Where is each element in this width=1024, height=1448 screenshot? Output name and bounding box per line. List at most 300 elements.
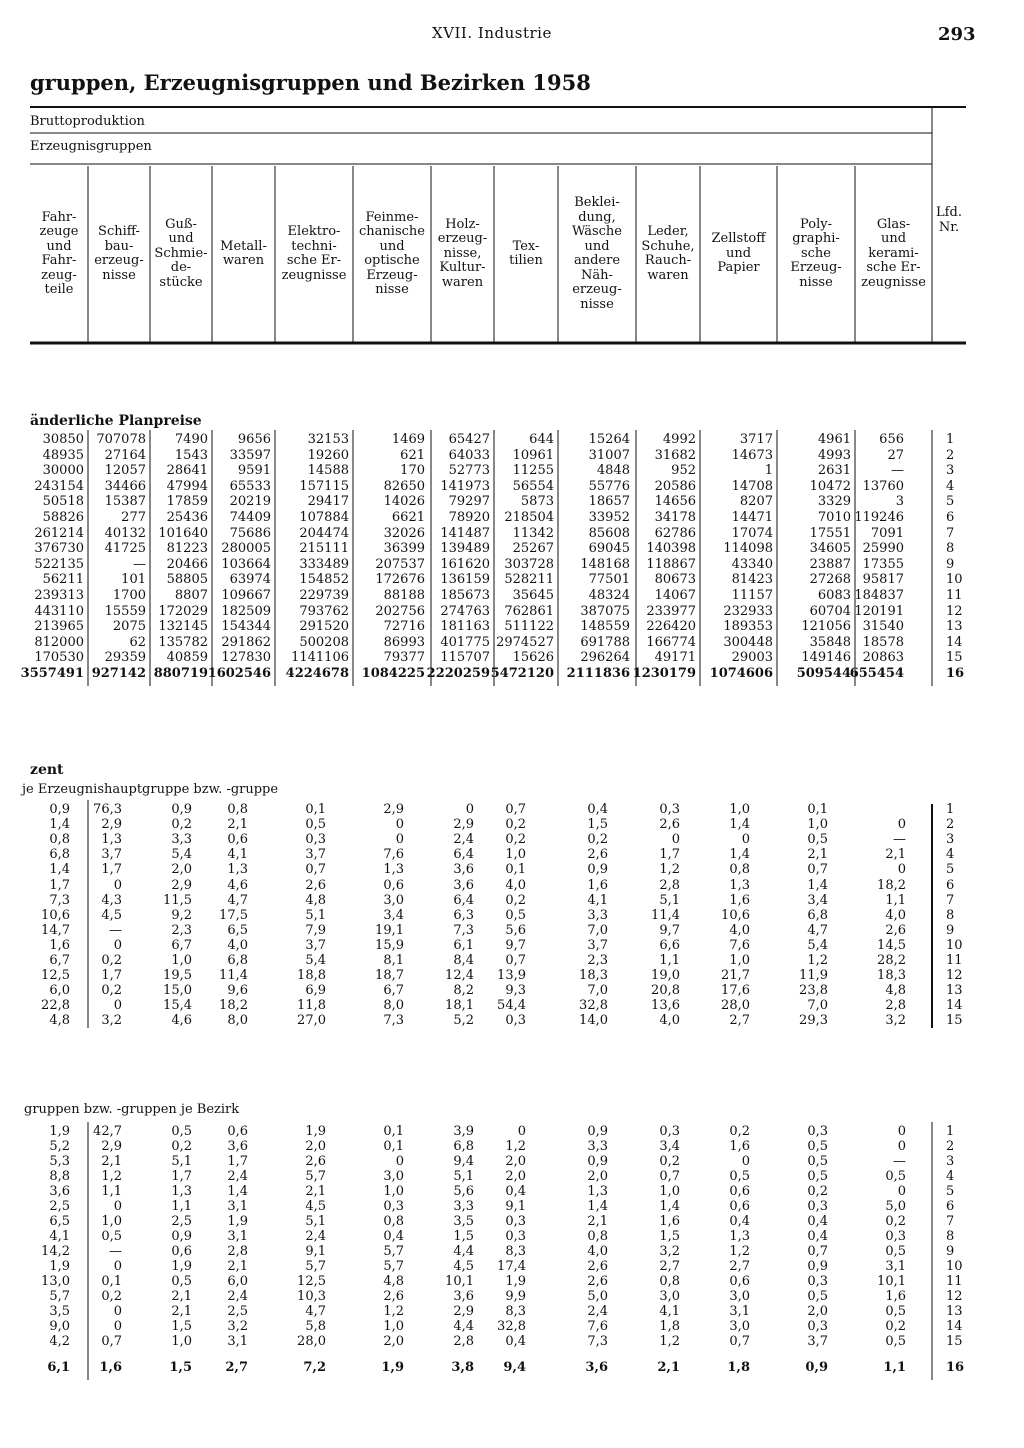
table-cell: 32153	[307, 432, 349, 447]
table-cell: 0	[897, 1139, 906, 1154]
table-cell: 0,8	[383, 1214, 404, 1229]
table-cell: 3,9	[453, 1124, 474, 1139]
table-cell: 3,2	[101, 1013, 122, 1029]
table-cell: 2	[946, 447, 955, 463]
table-cell: 2,5	[49, 1199, 70, 1214]
table-cell: 0,6	[729, 1199, 750, 1214]
table-cell: 4,8	[49, 1013, 70, 1029]
table-cell: 9656	[237, 432, 271, 447]
table-cell: 7010	[817, 510, 851, 525]
table-cell: 0,7	[807, 1244, 828, 1259]
table-cell: 18,2	[877, 877, 906, 893]
table-cell: 5	[946, 862, 955, 878]
table-cell: 103664	[221, 556, 271, 572]
table-cell: 1,2	[101, 1169, 122, 1184]
table-cell: 6,8	[227, 953, 248, 968]
table-cell: 10,6	[721, 907, 750, 923]
page-title: gruppen, Erzeugnisgruppen und Bezirken 1958	[30, 70, 591, 95]
table-cell: 7	[946, 525, 955, 541]
table-cell: 6,5	[49, 1214, 70, 1229]
table-cell: 0,2	[885, 1319, 906, 1334]
table-cell: 18,3	[877, 968, 906, 984]
table-cell: 15264	[588, 432, 630, 447]
table-cell: 6,1	[453, 937, 474, 953]
table-cell: 14708	[731, 478, 773, 494]
table-cell: 34466	[104, 478, 146, 494]
table-cell: 9	[946, 556, 955, 572]
table-cell: 6,0	[227, 1274, 248, 1289]
table-cell: 1,6	[729, 1139, 750, 1154]
table-cell: 3,4	[659, 1139, 680, 1154]
table-cell: 34178	[654, 510, 696, 525]
table-cell: 0,2	[171, 817, 192, 833]
table-cell: 1,3	[587, 1184, 608, 1199]
table-cell: 2,6	[885, 922, 906, 938]
table-cell: 7,3	[383, 1013, 404, 1029]
table-cell: 20466	[166, 556, 208, 572]
table-cell: 2,9	[171, 877, 192, 893]
table-cell: 56554	[512, 478, 554, 494]
table-cell: 691788	[580, 634, 630, 650]
table-cell: 27,0	[297, 1013, 326, 1029]
table-cell: 0,3	[659, 802, 680, 817]
table-cell: 17551	[809, 525, 851, 541]
table-cell: 3,7	[305, 937, 326, 953]
table-cell: 79297	[448, 494, 490, 510]
table-cell: 5,1	[305, 907, 326, 923]
table-cell: 0	[517, 1124, 526, 1139]
table-cell: 0,9	[807, 1259, 828, 1274]
table-row	[0, 1199, 1024, 1214]
table-cell: 1	[946, 432, 955, 447]
table-cell: 0,4	[729, 1214, 750, 1229]
table-cell: 23,8	[799, 983, 828, 999]
table-cell: 2,0	[305, 1139, 326, 1154]
table-cell: 644	[529, 432, 554, 447]
table-cell: 655454	[849, 666, 904, 681]
table-row	[0, 1229, 1024, 1244]
table-cell: 9,1	[505, 1199, 526, 1214]
table-cell: 0	[113, 998, 122, 1014]
table-cell: 3,0	[729, 1319, 750, 1334]
table-cell: 1,1	[101, 1184, 122, 1199]
table-cell: 1,2	[729, 1244, 750, 1259]
table-cell: 4,8	[885, 983, 906, 999]
table-cell: 1,4	[227, 1184, 248, 1199]
table-cell: 0,7	[505, 802, 526, 817]
table-cell: 72716	[383, 619, 425, 635]
table-cell: 0,5	[807, 832, 828, 848]
table-cell: 0,1	[807, 802, 828, 817]
table-cell: 952	[671, 463, 696, 479]
table-cell: 2,6	[305, 1154, 326, 1169]
table-cell: 1,6	[659, 1214, 680, 1229]
table-cell: 47994	[166, 478, 208, 494]
table-cell: 3,7	[101, 847, 122, 863]
table-cell: 0	[395, 1154, 404, 1169]
table-cell: 19,0	[651, 968, 680, 984]
table-cell: 4	[946, 478, 955, 494]
table-cell: 4,1	[659, 1304, 680, 1319]
table-cell: 4,8	[383, 1274, 404, 1289]
table-cell: 1,9	[49, 1124, 70, 1139]
table-cell: 43340	[731, 556, 773, 572]
table-cell: 55776	[588, 478, 630, 494]
table-cell: 2075	[112, 619, 146, 635]
table-cell: 85608	[588, 525, 630, 541]
table-cell: 0,5	[885, 1334, 906, 1349]
table-cell: 3,6	[453, 1289, 474, 1304]
table-cell: 34605	[809, 541, 851, 557]
table-cell: 1,7	[49, 877, 70, 893]
table-cell: 4961	[817, 432, 851, 447]
table-cell: 4,8	[305, 892, 326, 908]
table-cell: 2,6	[587, 1259, 608, 1274]
table-cell: 17074	[731, 525, 773, 541]
table-cell: 1,7	[101, 862, 122, 878]
table-cell: 1,5	[169, 1360, 192, 1375]
table-cell: 49171	[654, 650, 696, 666]
table-cell: 1,7	[171, 1169, 192, 1184]
table-cell: 0,1	[101, 1274, 122, 1289]
table-cell: 0,3	[807, 1124, 828, 1139]
table-cell: 6,9	[305, 983, 326, 999]
table-row	[0, 432, 1024, 447]
table-cell: 0	[465, 802, 474, 817]
table-cell: 0,1	[383, 1139, 404, 1154]
table-cell: 101640	[158, 525, 208, 541]
table-cell: 75686	[229, 525, 271, 541]
table-cell: 3,6	[453, 862, 474, 878]
table-cell: 2,1	[171, 1289, 192, 1304]
table-cell: 9,1	[305, 1244, 326, 1259]
table-cell: 10	[946, 1259, 963, 1274]
table-cell: 18,3	[579, 968, 608, 984]
table-cell: 0,2	[101, 983, 122, 999]
table-cell: 8,1	[383, 953, 404, 968]
table-row	[0, 983, 1024, 998]
table-cell: 1,3	[729, 877, 750, 893]
table-cell: 1,8	[727, 1360, 750, 1375]
table-cell: 0,8	[729, 862, 750, 878]
table-cell: 3	[946, 832, 955, 848]
table-cell: 0,8	[227, 802, 248, 817]
table-row	[0, 1304, 1024, 1319]
table-cell: 149146	[801, 650, 851, 666]
table-cell: 5,1	[305, 1214, 326, 1229]
table-cell: 5,4	[305, 953, 326, 968]
table-cell: 522135	[34, 556, 84, 572]
table-cell: 1,0	[171, 1334, 192, 1349]
table-cell: 3,3	[587, 1139, 608, 1154]
table-cell: 9,0	[49, 1319, 70, 1334]
table-cell: 4,4	[453, 1319, 474, 1334]
table-cell: 27268	[809, 572, 851, 588]
table-cell: 1,1	[883, 1360, 906, 1375]
table-row	[0, 448, 1024, 463]
table-cell: 1	[946, 802, 955, 817]
table-cell: 4,5	[453, 1259, 474, 1274]
table-cell: 1,7	[227, 1154, 248, 1169]
table-cell: 63974	[229, 572, 271, 588]
table-cell: 21,7	[721, 968, 750, 984]
table-cell: 32,8	[497, 1319, 526, 1334]
table-row	[0, 1154, 1024, 1169]
table-cell: 29359	[104, 650, 146, 666]
table-cell: 2,1	[227, 1259, 248, 1274]
table-cell: 6,3	[453, 907, 474, 923]
table-cell: 2,6	[305, 877, 326, 893]
table-cell: 9	[946, 922, 955, 938]
table-cell: 2220259	[426, 666, 490, 681]
table-cell: 14471	[731, 510, 773, 525]
table-cell: 793762	[299, 603, 349, 619]
column-header: Beklei- dung, Wäsche und andere Näh- erzeug- nisse	[571, 195, 622, 312]
table-cell: 1,5	[587, 817, 608, 833]
table-cell: 4,4	[453, 1244, 474, 1259]
table-cell: 204474	[299, 525, 349, 541]
table-row	[0, 1274, 1024, 1289]
table-cell: 14,7	[41, 922, 70, 938]
table-row	[0, 1319, 1024, 1334]
table-cell: 80673	[654, 572, 696, 588]
table-cell: 27	[887, 447, 904, 463]
table-cell: 1,9	[381, 1360, 404, 1375]
table-cell: 5,7	[305, 1169, 326, 1184]
table-cell: 0	[113, 1259, 122, 1274]
table-cell: 1,6	[885, 1289, 906, 1304]
table-cell: 0,3	[807, 1274, 828, 1289]
table-cell: 35645	[512, 588, 554, 603]
table-cell: 280005	[221, 541, 271, 557]
table-cell: 1,4	[807, 877, 828, 893]
table-cell: 0,3	[505, 1214, 526, 1229]
table-cell: 3,6	[453, 877, 474, 893]
table-cell: 4,6	[227, 877, 248, 893]
table-cell: 2,8	[885, 998, 906, 1014]
table-cell: 1,2	[383, 1304, 404, 1319]
table-cell: 4	[946, 1169, 955, 1184]
table-cell: 7,6	[729, 937, 750, 953]
table-cell: 10	[946, 572, 963, 588]
table-cell: 1084225	[361, 666, 425, 681]
table-row	[0, 510, 1024, 525]
table-cell: 40859	[166, 650, 208, 666]
table-cell: 0,6	[383, 877, 404, 893]
table-cell: 2,7	[225, 1360, 248, 1375]
table-cell: 0,7	[101, 1334, 122, 1349]
table-cell: 20219	[229, 494, 271, 510]
table-cell: 17,4	[497, 1259, 526, 1274]
table-cell: 5472120	[490, 666, 554, 681]
table-cell: 4,0	[729, 922, 750, 938]
table-cell: 3,3	[587, 907, 608, 923]
table-cell: 3,1	[227, 1334, 248, 1349]
table-cell: 2	[946, 1139, 955, 1154]
table-cell: 12,4	[445, 968, 474, 984]
table-cell: 1,2	[807, 953, 828, 968]
table-cell: 14	[946, 1319, 963, 1334]
page-number: 293	[938, 24, 976, 45]
column-header: Fahr- zeuge und Fahr- zeug- teile	[39, 209, 79, 297]
table-cell: 1,4	[587, 1199, 608, 1214]
table-cell: 4,3	[101, 892, 122, 908]
table-cell: 261214	[34, 525, 84, 541]
table-cell: 3	[946, 463, 955, 479]
table-cell: 4,0	[505, 877, 526, 893]
table-cell: 10	[946, 937, 963, 953]
table-cell: 1230179	[632, 666, 696, 681]
table-cell: 6	[946, 510, 955, 525]
table-cell: 0,1	[383, 1124, 404, 1139]
table-cell: 1,3	[383, 862, 404, 878]
table-cell: 20,8	[651, 983, 680, 999]
section2-subtitle: je Erzeugnishauptgruppe bzw. -gruppe	[22, 782, 279, 797]
table-cell: 3,5	[49, 1304, 70, 1319]
table-cell: 25990	[862, 541, 904, 557]
table-row	[0, 572, 1024, 587]
table-cell: 1,0	[505, 847, 526, 863]
table-row	[0, 862, 1024, 877]
table-cell: 82650	[383, 478, 425, 494]
table-cell: 2,3	[171, 922, 192, 938]
table-cell: 1,0	[729, 802, 750, 817]
table-cell: —	[133, 556, 146, 572]
table-cell: 296264	[580, 650, 630, 666]
table-cell: 170530	[34, 650, 84, 666]
table-cell: 0,5	[305, 817, 326, 833]
table-cell: 15	[946, 1013, 963, 1029]
table-cell: 0	[113, 877, 122, 893]
table-cell: 2,8	[227, 1244, 248, 1259]
table-row	[0, 1013, 1024, 1028]
table-cell: 136159	[440, 572, 490, 588]
table-cell: 0,3	[505, 1013, 526, 1029]
table-cell: 172029	[158, 603, 208, 619]
table-cell: 148168	[580, 556, 630, 572]
table-cell: 0,5	[505, 907, 526, 923]
table-cell: 500208	[299, 634, 349, 650]
table-cell: 5,0	[587, 1289, 608, 1304]
table-cell: 0,6	[227, 832, 248, 848]
table-cell: 1141106	[291, 650, 349, 666]
table-cell: 5	[946, 1184, 955, 1199]
table-cell: 0,7	[729, 1334, 750, 1349]
table-cell: 2,9	[383, 802, 404, 817]
table-cell: 0,9	[587, 862, 608, 878]
table-cell: 218504	[504, 510, 554, 525]
table-cell: 69045	[588, 541, 630, 557]
table-row	[0, 588, 1024, 603]
table-cell: 0,4	[807, 1214, 828, 1229]
table-cell: 14,0	[579, 1013, 608, 1029]
section2-title: zent	[30, 762, 64, 778]
table-cell: 3329	[817, 494, 851, 510]
table-cell: 13	[946, 983, 963, 999]
table-cell: 0,4	[587, 802, 608, 817]
column-header: Leder, Schuhe, Rauch- waren	[641, 224, 695, 283]
table-cell: 3,0	[729, 1289, 750, 1304]
table-cell: 0	[113, 937, 122, 953]
table-cell: 0,1	[505, 862, 526, 878]
table-cell: 1,4	[729, 847, 750, 863]
table-cell: 7,0	[587, 922, 608, 938]
table-cell: 3,1	[227, 1199, 248, 1214]
table-cell: 2,1	[101, 1154, 122, 1169]
table-cell: 2974527	[496, 634, 554, 650]
table-cell: 213965	[34, 619, 84, 635]
column-header: Metall- waren	[220, 238, 267, 268]
table-row	[0, 1169, 1024, 1184]
table-row	[0, 1334, 1024, 1349]
table-cell: 4,6	[171, 1013, 192, 1029]
table-cell: 0,6	[729, 1274, 750, 1289]
table-cell: 5,3	[49, 1154, 70, 1169]
table-cell: 226420	[646, 619, 696, 635]
table-cell: 880719	[153, 666, 208, 681]
table-cell: 3,6	[227, 1139, 248, 1154]
table-cell: 15,4	[163, 998, 192, 1014]
table-cell: 3557491	[20, 666, 84, 681]
table-cell: 1,3	[729, 1229, 750, 1244]
table-cell: 11,8	[297, 998, 326, 1014]
table-cell: 6,5	[227, 922, 248, 938]
table-cell: 232933	[723, 603, 773, 619]
table-row	[0, 878, 1024, 893]
table-cell: 3,7	[305, 847, 326, 863]
table-cell: 443110	[34, 603, 84, 619]
table-cell: 15626	[512, 650, 554, 666]
table-cell: 3,6	[49, 1184, 70, 1199]
table-cell: 11,4	[219, 968, 248, 984]
table-cell: 229739	[299, 588, 349, 603]
table-cell: 2,6	[659, 817, 680, 833]
table-cell: 0,2	[505, 892, 526, 908]
table-cell: 1,2	[505, 1139, 526, 1154]
table-cell: 8,3	[505, 1244, 526, 1259]
table-cell: 3,5	[453, 1214, 474, 1229]
table-cell: 1,0	[383, 1184, 404, 1199]
table-cell: 15,9	[375, 937, 404, 953]
table-cell: 7,3	[587, 1334, 608, 1349]
table-cell: 35848	[809, 634, 851, 650]
table-cell: 2,7	[729, 1013, 750, 1029]
table-cell: 118867	[646, 556, 696, 572]
table-cell: 0,2	[505, 817, 526, 833]
table-cell: 18,7	[375, 968, 404, 984]
table-cell: 0	[741, 832, 750, 848]
table-cell: 184837	[854, 588, 904, 603]
table-cell: 0,6	[227, 1124, 248, 1139]
table-cell: 32026	[383, 525, 425, 541]
table-cell: 14673	[731, 447, 773, 463]
table-cell: 0,3	[885, 1229, 906, 1244]
table-cell: 5,8	[305, 1319, 326, 1334]
table-cell: 8807	[174, 588, 208, 603]
table-cell: 25267	[512, 541, 554, 557]
table-cell: 0,5	[885, 1244, 906, 1259]
table-cell: 2,1	[305, 1184, 326, 1199]
table-row	[0, 1124, 1024, 1139]
table-cell: 8207	[739, 494, 773, 510]
table-cell: 0,3	[807, 1319, 828, 1334]
table-cell: 9,4	[453, 1154, 474, 1169]
table-cell: 1,0	[659, 1184, 680, 1199]
table-cell: 5,4	[171, 847, 192, 863]
table-cell: 1602546	[207, 666, 271, 681]
table-cell: 7	[946, 1214, 955, 1229]
table-cell: 0,6	[729, 1184, 750, 1199]
